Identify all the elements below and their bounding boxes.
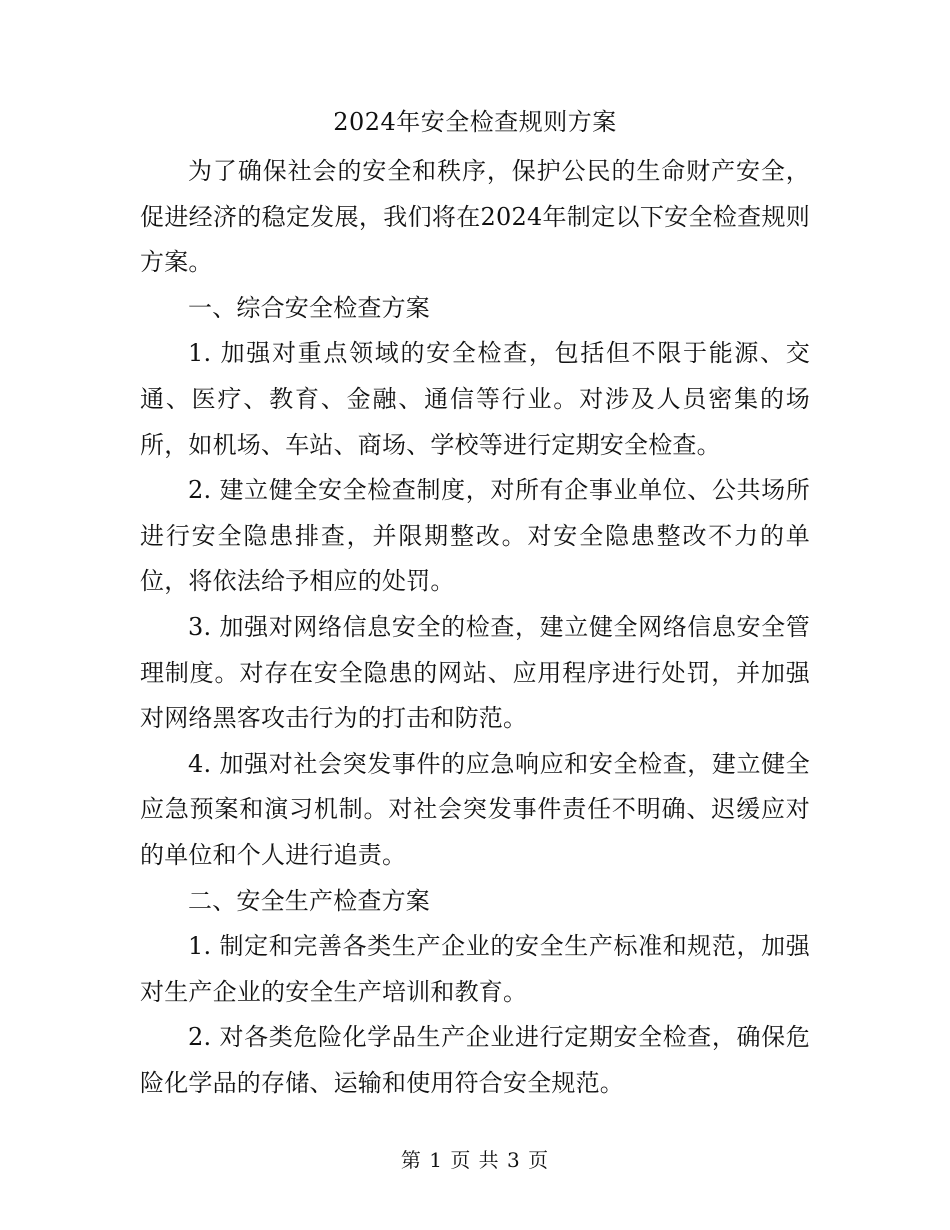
intro-paragraph: 为了确保社会的安全和秩序，保护公民的生命财产安全，促进经济的稳定发展，我们将在2024年制定以下安全检查规则方案。: [140, 157, 810, 277]
comprehensive-item-3: 3. 加强对网络信息安全的检查，建立健全网络信息安全管理制度。对存在安全隐患的网站、应用程序进行处罚，并加强对网络黑客攻击行为的打击和防范。: [140, 612, 810, 733]
comprehensive-item-1: 1. 加强对重点领域的安全检查，包括但不限于能源、交通、医疗、教育、金融、通信等行业。对涉及人员密集的场所，如机场、车站、商场、学校等进行定期安全检查。: [140, 339, 810, 459]
production-item-1: 1. 制定和完善各类生产企业的安全生产标准和规范，加强对生产企业的安全生产培训和教育。: [140, 932, 810, 1006]
document-body: [140, 149, 810, 1106]
section-heading-production: 二、安全生产检查方案: [188, 886, 430, 915]
comprehensive-item-4: 4. 加强对社会突发事件的应急响应和安全检查，建立健全应急预案和演习机制。对社会突发事件责任不明确、迟缓应对的单位和个人进行追责。: [140, 749, 810, 869]
page-number-footer: 第 1 页 共 3 页: [400, 1148, 550, 1172]
comprehensive-item-2: 2. 建立健全安全检查制度，对所有企事业单位、公共场所进行安全隐患排查，并限期整改。对安全隐患整改不力的单位，将依法给予相应的处罚。: [140, 476, 810, 596]
document-title: 2024年安全检查规则方案: [333, 108, 617, 136]
production-item-2: 2. 对各类危险化学品生产企业进行定期安全检查，确保危险化学品的存储、运输和使用符合安全规范。: [140, 1023, 810, 1097]
section-heading-comprehensive: 一、综合安全检查方案: [188, 293, 430, 322]
